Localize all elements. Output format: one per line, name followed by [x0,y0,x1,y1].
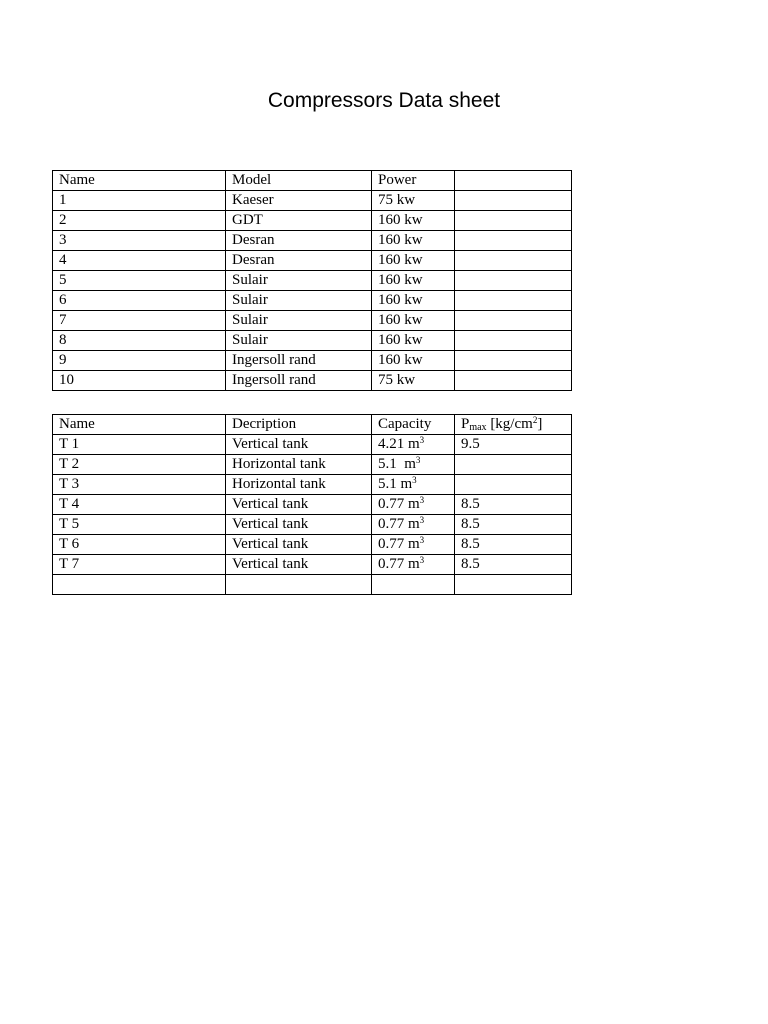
cell-capacity [372,515,455,535]
cell-pmax: 8.5 [455,515,572,535]
cell-model: Sulair [226,331,372,351]
cell-name: 8 [53,331,226,351]
capacity-unit: m [408,536,420,552]
cell-model: Sulair [226,311,372,331]
capacity-unit-exponent: 3 [419,515,425,525]
cell-power: 75 kw [372,371,455,391]
table-row [53,251,572,271]
pmax-unit-close: ] [537,416,543,432]
cell-extra [455,371,572,391]
cell-model: Desran [226,251,372,271]
cell-pmax [455,455,572,475]
cell-model: GDT [226,211,372,231]
header-cell-pmax [455,415,572,435]
cell-description: Vertical tank [226,495,372,515]
capacity-value: 5.1 [378,456,405,472]
cell-extra [455,231,572,251]
cell-power: 160 kw [372,291,455,311]
capacity-unit-exponent: 3 [419,555,425,565]
capacity-unit: m [408,436,420,452]
cell-power: 160 kw [372,351,455,371]
capacity-value: 0.77 [378,536,408,552]
cell-name: 6 [53,291,226,311]
cell-name: 10 [53,371,226,391]
cell-power: 75 kw [372,191,455,211]
table-row [53,371,572,391]
header-cell-empty [455,171,572,191]
table-row [53,231,572,251]
header-cell-name: Name [53,171,226,191]
cell-name: 7 [53,311,226,331]
table-row [53,191,572,211]
table-row [53,271,572,291]
pmax-subscript: max [469,422,487,433]
cell-name: 2 [53,211,226,231]
cell-power: 160 kw [372,331,455,351]
capacity-value: 5.1 [378,476,401,492]
capacity-unit-exponent: 3 [415,455,421,465]
pmax-unit: [kg/cm [486,416,533,432]
cell-power: 160 kw [372,251,455,271]
pmax-unit-exponent: 2 [532,415,538,425]
header-cell-name: Name [53,415,226,435]
capacity-unit-exponent: 3 [419,435,425,445]
tanks-table [52,414,572,595]
cell-extra [455,351,572,371]
capacity-unit: m [404,456,416,472]
cell-description: Horizontal tank [226,475,372,495]
cell-name: T 7 [53,555,226,575]
capacity-unit: m [400,476,413,492]
cell-name: T 6 [53,535,226,555]
header-cell-power: Power [372,171,455,191]
cell-pmax: 8.5 [455,555,572,575]
cell-pmax: 9.5 [455,435,572,455]
header-cell-description: Decription [226,415,372,435]
cell-capacity [372,435,455,455]
cell-extra [455,271,572,291]
capacity-unit: m [408,496,420,512]
cell-capacity [372,475,455,495]
page-title: Compressors Data sheet [267,89,501,112]
cell-model: Ingersoll rand [226,351,372,371]
cell-extra [455,331,572,351]
cell-power: 160 kw [372,271,455,291]
capacity-unit: m [408,556,420,572]
cell-model: Desran [226,231,372,251]
cell-pmax: 8.5 [455,535,572,555]
cell-capacity [372,455,455,475]
table-row [53,575,572,595]
cell-description: Horizontal tank [226,455,372,475]
table-header-row [53,415,572,435]
cell-name: T 1 [53,435,226,455]
table-row [53,211,572,231]
cell-power: 160 kw [372,231,455,251]
compressors-table-body [53,171,572,391]
cell-name: 1 [53,191,226,211]
tanks-table-body [53,415,572,595]
capacity-unit-exponent: 3 [412,475,417,485]
cell-description: Vertical tank [226,535,372,555]
table-row [53,435,572,455]
cell-name: 3 [53,231,226,251]
table-row [53,291,572,311]
capacity-unit-exponent: 3 [419,535,425,545]
cell-name: T 3 [53,475,226,495]
capacity-value: 0.77 [378,516,408,532]
cell-extra [455,291,572,311]
capacity-unit-exponent: 3 [419,495,425,505]
cell-model: Sulair [226,291,372,311]
capacity-value: 0.77 [378,556,408,572]
cell-extra [455,211,572,231]
cell-power: 160 kw [372,211,455,231]
cell-pmax [455,475,572,495]
table-row [53,331,572,351]
header-cell-capacity: Capacity [372,415,455,435]
cell-power: 160 kw [372,311,455,331]
cell-name [53,575,226,595]
table-row [53,535,572,555]
table-row [53,475,572,495]
cell-extra [455,191,572,211]
cell-capacity [372,495,455,515]
cell-name: 5 [53,271,226,291]
cell-extra [455,311,572,331]
cell-model: Ingersoll rand [226,371,372,391]
capacity-value: 0.77 [378,496,408,512]
table-row [53,455,572,475]
cell-name: 4 [53,251,226,271]
table-header-row [53,171,572,191]
cell-model: Kaeser [226,191,372,211]
table-row [53,311,572,331]
table-row [53,515,572,535]
cell-pmax: 8.5 [455,495,572,515]
cell-capacity [372,535,455,555]
cell-description: Vertical tank [226,435,372,455]
pmax-symbol: P [461,416,470,432]
table-row [53,351,572,371]
cell-name: T 2 [53,455,226,475]
cell-extra [455,251,572,271]
cell-description: Vertical tank [226,515,372,535]
cell-name: 9 [53,351,226,371]
compressors-table [52,170,572,391]
cell-capacity [372,575,455,595]
table-row [53,555,572,575]
cell-description [226,575,372,595]
cell-model: Sulair [226,271,372,291]
cell-name: T 4 [53,495,226,515]
header-cell-model: Model [226,171,372,191]
cell-pmax [455,575,572,595]
capacity-unit: m [408,516,420,532]
table-row [53,495,572,515]
cell-description: Vertical tank [226,555,372,575]
cell-capacity [372,555,455,575]
cell-name: T 5 [53,515,226,535]
capacity-value: 4.21 [378,436,408,452]
